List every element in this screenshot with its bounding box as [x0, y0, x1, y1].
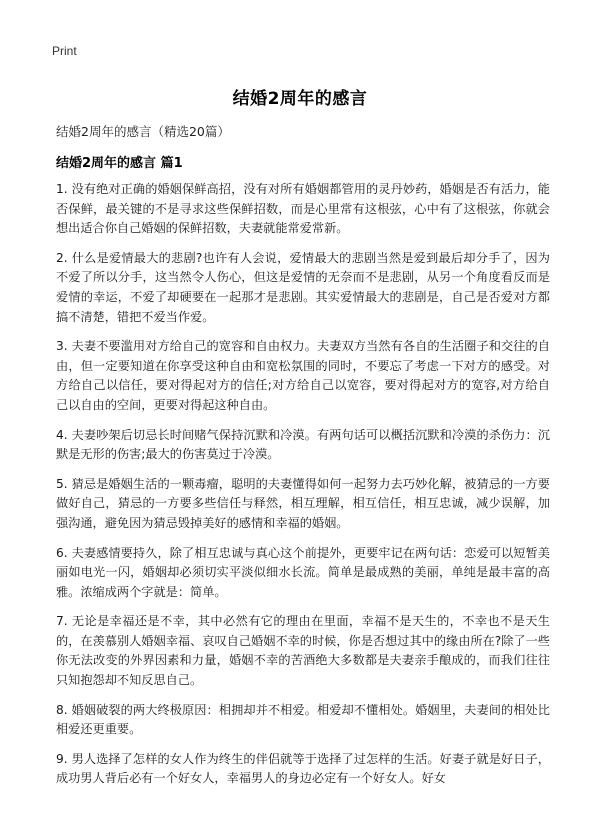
paragraph-1: 1. 没有绝对正确的婚姻保鲜高招，没有对所有婚姻都管用的灵丹妙药，婚姻是否有活力，能否保鲜，最关键的不是寻求这些保鲜招数，而是心里常有这根弦，心中有了这根弦，你就会想出适合你自己婚姻的保鲜招数，夫妻就能常爱常新。	[56, 182, 550, 236]
paragraph-2: 2. 什么是爱情最大的悲剧?也许有人会说，爱情最大的悲剧当然是爱到最后却分手了，因为不爱了所以分手，这当然令人伤心，但这是爱情的无奈而不是悲剧，从另一个角度看反而是爱情的幸运，不爱了却硬要在一起那才是悲剧。其实爱情最大的悲剧是，自己是否爱对方都搞不清楚，错把不爱当作爱。	[56, 250, 550, 324]
paragraph-5: 5. 猜忌是婚姻生活的一颗毒瘤，聪明的夫妻懂得如何一起努力去巧妙化解，被猜忌的一方要做好自己，猜忌的一方要多些信任与释然，相互理解，相互信任，相互忠诚，减少误解，加强沟通，避免因为猜忌毁掉美好的感情和幸福的婚姻。	[56, 476, 550, 530]
section-heading: 结婚2周年的感言 篇1	[56, 156, 183, 171]
paragraph-6: 6. 夫妻感情要持久，除了相互忠诚与真心这个前提外，更要牢记在两句话：恋爱可以短暂美丽如电光一闪，婚姻却必须切实平淡似细水长流。简单是最成熟的美丽，单纯是最丰富的高雅。浓缩成两个字就是：简单。	[56, 545, 550, 599]
paragraph-4: 4. 夫妻吵架后切忌长时间赌气保持沉默和冷漠。有两句话可以概括沉默和冷漠的杀伤力：沉默是无形的伤害;最大的伤害莫过于冷漠。	[56, 427, 550, 462]
document-subtitle: 结婚2周年的感言（精选20篇）	[56, 124, 230, 139]
paragraph-8: 8. 婚姻破裂的两大终极原因：相拥却并不相爱。相爱却不懂相处。婚姻里，夫妻间的相处比相爱还更重要。	[56, 702, 550, 737]
paragraph-9: 9. 男人选择了怎样的女人作为终生的伴侣就等于选择了过怎样的生活。好妻子就是好日子，成功男人背后必有一个好女人，幸福男人的身边必定有一个好女人。好女	[56, 751, 550, 786]
paragraph-7: 7. 无论是幸福还是不幸，其中必然有它的理由在里面，幸福不是天生的，不幸也不是天生的，在羡慕别人婚姻幸福、哀叹自己婚姻不幸的时候，你是否想过其中的缘由所在?除了一些你无法改变的外界因素和力量，婚姻不幸的苦酒绝大多数都是夫妻亲手酿成的，而我们往往只知抱怨却不知反思自己。	[56, 614, 550, 688]
paragraph-3: 3. 夫妻不要滥用对方给自己的宽容和自由权力。夫妻双方当然有各自的生活圈子和交往的自由，但一定要知道在你享受这种自由和宽松氛围的同时，不要忘了考虑一下对方的感受。对方给自己以信任，要对得起对方的信任;对方给自己以宽容，要对得起对方的宽容,对方给自己以自由的空间，更要对得起这种自由。	[56, 339, 550, 412]
document-title: 结婚2周年的感言	[232, 89, 368, 109]
article-body	[56, 180, 550, 799]
print-link[interactable]: Print	[52, 44, 77, 58]
